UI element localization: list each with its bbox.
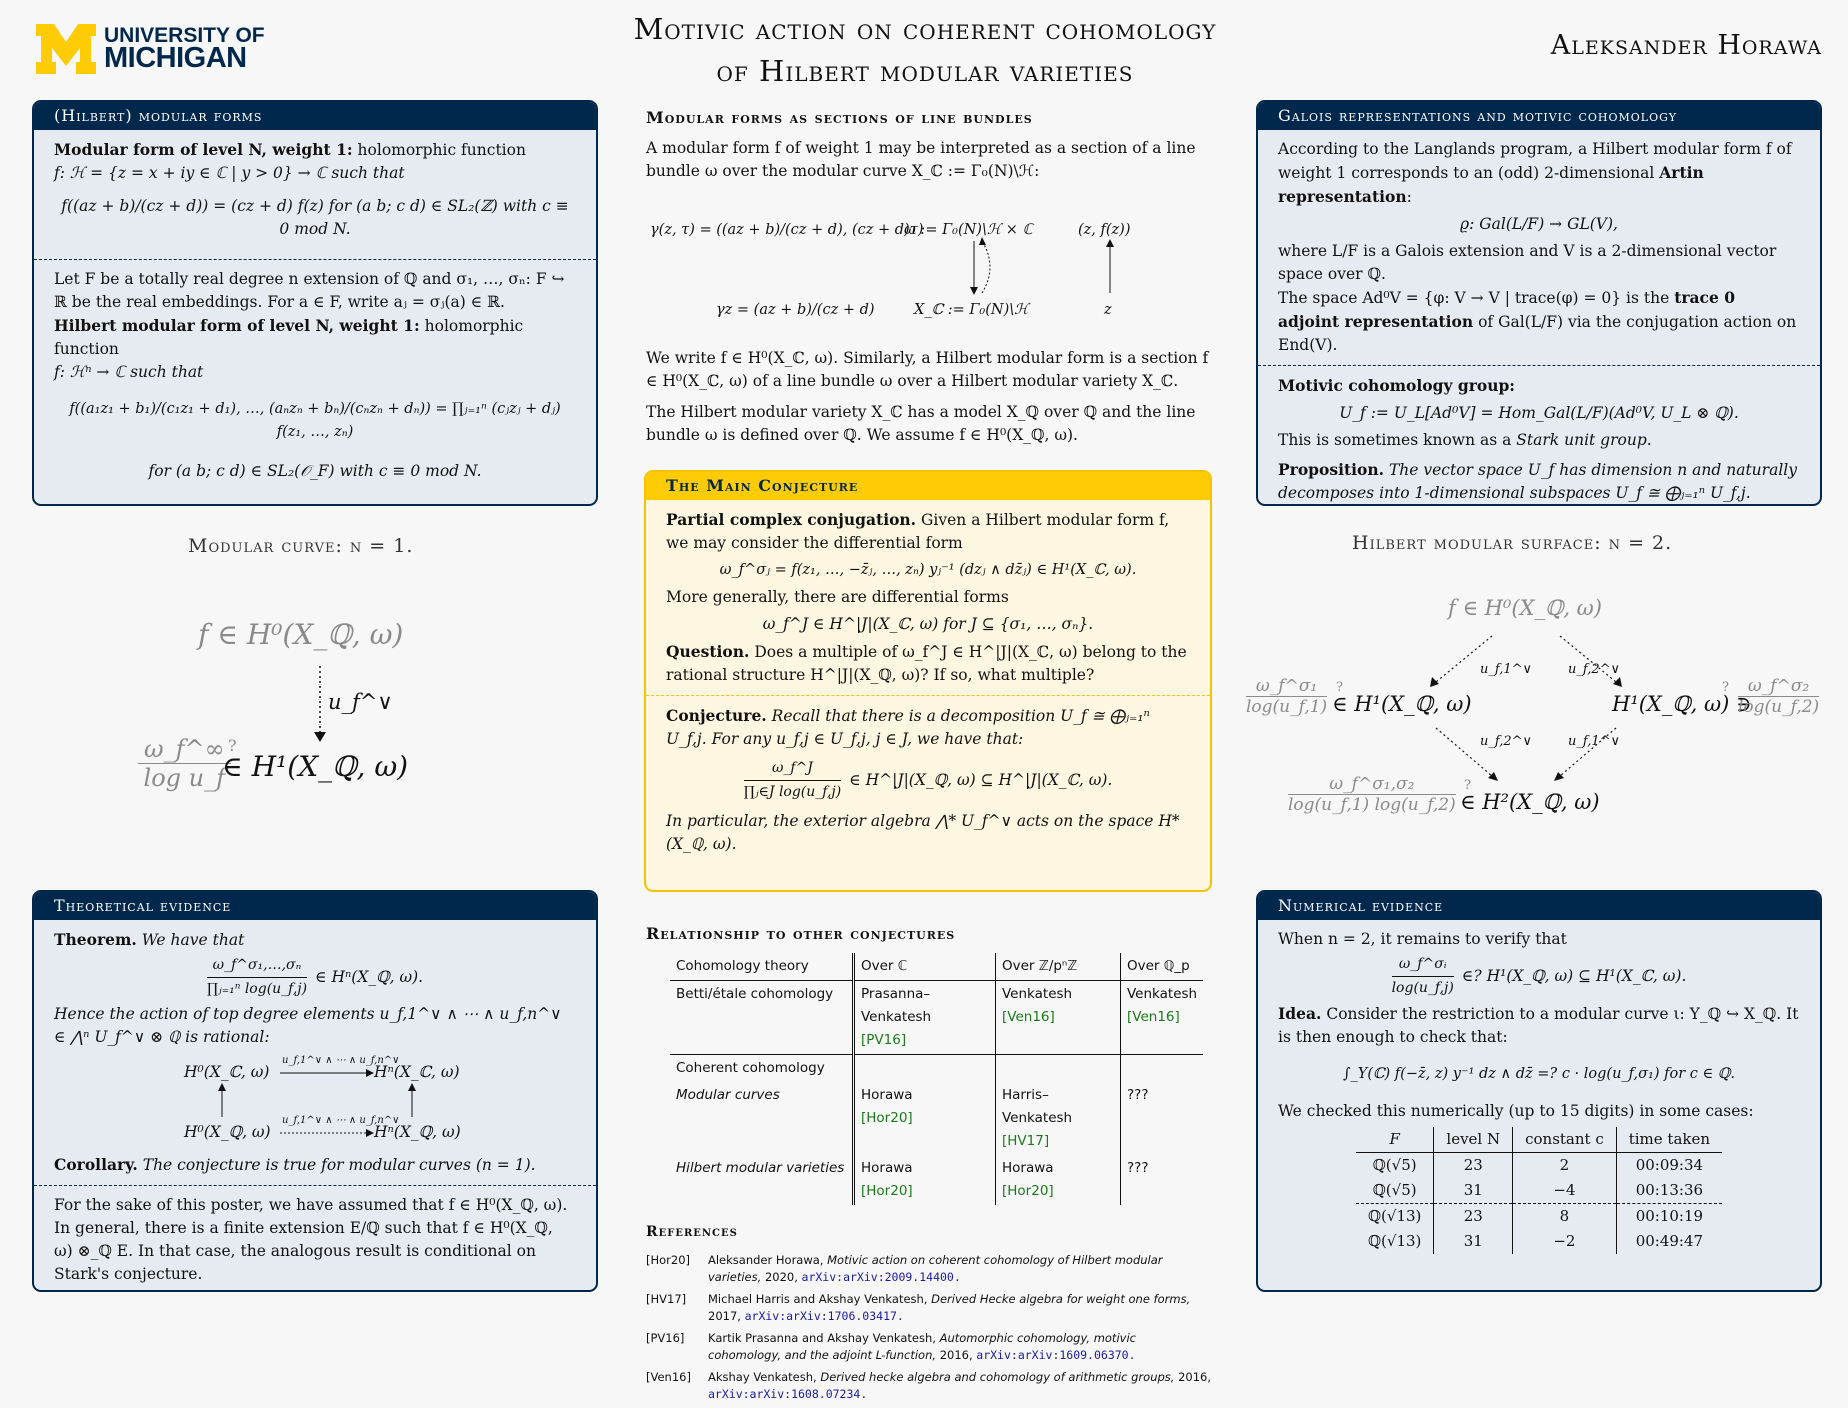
ref-tag: [PV16] xyxy=(646,1331,685,1345)
thm-eq-rest: ∈ Hⁿ(X_ℚ, ω). xyxy=(315,968,424,986)
section-heading: Modular forms as sections of line bundles xyxy=(646,108,1033,127)
hs-right-frac xyxy=(1738,676,1819,717)
cell: Hilbert modular varieties xyxy=(676,1160,845,1176)
cell: ℚ(√5) xyxy=(1356,1178,1434,1204)
cell: ℚ(√13) xyxy=(1367,1232,1422,1250)
university-logo xyxy=(36,22,276,74)
hence-text: Hence the action of top degree elements u_f,1^∨ ∧ ⋯ ∧ u_f,n^∨ ∈ ⋀ⁿ U_f^∨ ⊗ ℚ is rational: xyxy=(54,1005,562,1046)
motivic-label: Motivic cohomology group: xyxy=(1278,376,1516,395)
definition-line: f: ℋ = {z = x + iy ∈ ℂ | y > 0} → ℂ such that xyxy=(54,164,405,182)
mc-fraction xyxy=(138,735,231,792)
ref-title: Motivic action on coherent cohomology of Hilbert modular varieties, xyxy=(708,1253,1163,1284)
cell: ??? xyxy=(1121,1155,1204,1205)
hs-bot-num: ω_f^σ₁,σ₂ xyxy=(1288,774,1456,795)
hs-left-num: ω_f^σ₁ xyxy=(1246,676,1327,697)
hilbert-modularity-condition: for (a b; c d) ∈ SL₂(𝒪_F) with c ≡ 0 mod N. xyxy=(148,462,482,480)
numerical-p2: We checked this numerically (up to 15 digits) in some cases: xyxy=(1278,1102,1754,1120)
hs-left-den: log(u_f,1) xyxy=(1246,697,1328,717)
section-heading: The Main Conjecture xyxy=(646,472,1210,500)
galois-p2: where L/F is a Galois extension and V is a 2-dimensional vector space over ℚ. xyxy=(1278,242,1777,283)
th-over-zp: Over ℤ/pⁿℤ xyxy=(996,953,1121,981)
citation-link[interactable]: [PV16] xyxy=(861,1032,907,1048)
ref-tag: [HV17] xyxy=(646,1292,687,1306)
hs-label-bl: u_f,2^∨ xyxy=(1480,734,1533,749)
section-heading: Theoretical evidence xyxy=(34,892,596,920)
ref-title: Derived Hecke algebra for weight one forms, xyxy=(931,1292,1191,1306)
hs-right: H¹(X_ℚ, ω) ∋ xyxy=(1612,692,1752,716)
arxiv-link[interactable]: arXiv:arXiv:1608.07234. xyxy=(708,1387,868,1401)
conj-eq-rest: ∈ H^|J|(X_ℚ, ω) ⊆ H^|J|(X_ℂ, ω). xyxy=(849,771,1113,789)
hs-right-den: log(u_f,2) xyxy=(1738,697,1820,717)
mc-frac-num: ω_f^∞ xyxy=(138,735,231,764)
gamma-action-bundle: γ(z, τ) = ((az + b)/(cz + d), (cz + d)τ) xyxy=(650,222,924,238)
commutative-diagram xyxy=(54,1053,576,1149)
num-eq-rest: ∈? H¹(X_ℚ, ω) ⊆ H¹(X_ℂ, ω). xyxy=(1461,967,1687,985)
hs-bottom: ∈ H²(X_ℚ, ω) xyxy=(1460,790,1600,814)
definition-label: Hilbert modular form of level N, weight 1: xyxy=(54,316,420,335)
table-row xyxy=(1356,1178,1722,1204)
hs-bot-den: log(u_f,1) log(u_f,2) xyxy=(1288,795,1456,815)
logo-line2: MICHIGAN xyxy=(104,42,247,74)
assumption-paragraph: For the sake of this poster, we have assumed that f ∈ H⁰(X_ℚ, ω). In general, there is a finite extension E/ℚ such that f ∈ H⁰(X_ℚ, ω) ⊗_ℚ E. In that case, the analogous result is conditional on Stark's conjecture. xyxy=(54,1196,568,1283)
galois-box xyxy=(1256,100,1822,506)
th-over-c: Over ℂ xyxy=(854,953,996,981)
question-label: Question. xyxy=(666,642,750,661)
cd-bottom-right: Hⁿ(X_ℚ, ω) xyxy=(374,1123,461,1141)
definition-text: holomorphic function xyxy=(357,141,526,159)
motivic-eq: U_f := U_L[Ad⁰V] = Hom_Gal(L/F)(Ad⁰V, U_L ⊗ ℚ). xyxy=(1339,404,1739,422)
modularity-equation: f((az + b)/(cz + d)) = (cz + d) f(z) for (a b; c d) ∈ SL₂(ℤ) with c ≡ 0 mod N. xyxy=(61,197,569,238)
artin-rep-term: Artin representation xyxy=(1278,163,1704,206)
hs-label-tl: u_f,1^∨ xyxy=(1480,662,1533,677)
cell: ℚ(√5) xyxy=(1372,1156,1417,1174)
pcc-text: Given a Hilbert modular form f, we may consider the differential form xyxy=(666,511,1170,552)
author: Aleksander Horawa xyxy=(1550,30,1822,61)
cell: Prasanna–Venkatesh xyxy=(861,986,932,1025)
ref-title: Derived hecke algebra and cohomology of arithmetic groups, xyxy=(820,1370,1175,1384)
galois-rep-eq: ϱ: Gal(L/F) → GL(V), xyxy=(1460,215,1618,233)
cell: −2 xyxy=(1513,1229,1617,1254)
cell: Horawa xyxy=(861,1160,913,1176)
ref-authors: Michael Harris and Akshay Venkatesh, xyxy=(708,1292,928,1306)
corollary-text: The conjecture is true for modular curves (n = 1). xyxy=(142,1156,536,1174)
hs-label-tr: u_f,2^∨ xyxy=(1568,662,1621,677)
hs-label-br: u_f,1^∨ xyxy=(1568,734,1621,749)
mc-arrow xyxy=(310,666,330,746)
cell: Coherent cohomology xyxy=(670,1055,854,1083)
punct: . xyxy=(1646,431,1652,449)
logo-line1: UNIVERSITY OF xyxy=(104,24,265,47)
conj-frac-den: ∏ⱼ∈J log(u_f,j) xyxy=(743,784,842,800)
arxiv-link[interactable]: arXiv:arXiv:1609.06370. xyxy=(976,1348,1136,1362)
section-heading: Relationship to other conjectures xyxy=(646,924,956,943)
num-frac-num: ω_f^σᵢ xyxy=(1392,953,1454,977)
proposition-text: The vector space U_f has dimension n and naturally decomposes into 1-dimensional subspaces U_f ≅ ⨁ⱼ₌₁ⁿ U_f,j. xyxy=(1278,461,1797,502)
differential-forms-eq: ω_f^J ∈ H^|J|(X_ℂ, ω) for J ⊆ {σ₁, …, σₙ}. xyxy=(762,615,1094,633)
cd-bottom-left: H⁰(X_ℚ, ω) xyxy=(184,1123,271,1141)
reference-item xyxy=(646,1330,1212,1364)
citation-link[interactable]: [Hor20] xyxy=(1002,1183,1054,1199)
conj-frac-num: ω_f^J xyxy=(744,757,842,781)
block-m-logo-icon xyxy=(36,24,96,74)
hilbert-forms-box xyxy=(32,100,598,506)
relationship-table xyxy=(670,953,1203,1205)
theorem-text: We have that xyxy=(141,931,245,949)
stark-term: Stark unit group xyxy=(1516,431,1647,449)
cell: 2 xyxy=(1513,1153,1617,1179)
hs-left-q: ? xyxy=(1336,680,1343,695)
arxiv-link[interactable]: arXiv:arXiv:2009.14400. xyxy=(801,1270,961,1284)
reference-item xyxy=(646,1369,1212,1403)
modular-curve-heading: Modular curve: n = 1. xyxy=(188,535,414,557)
ref-authors: Akshay Venkatesh, xyxy=(708,1370,817,1384)
ref-year: 2017, xyxy=(708,1309,741,1323)
cd-bottom-label: u_f,1^∨ ∧ ⋯ ∧ u_f,n^∨ xyxy=(282,1115,400,1126)
mc-top: f ∈ H⁰(X_ℚ, ω) xyxy=(198,618,404,651)
th-over-qp: Over ℚ_p xyxy=(1121,953,1204,981)
ref-year: 2016, xyxy=(1178,1370,1212,1384)
xc-def: X_ℂ := Γ₀(N)\ℋ xyxy=(914,302,1029,318)
poster-title xyxy=(440,8,1410,92)
section-heading: Numerical evidence xyxy=(1258,892,1820,920)
thm-frac-den: ∏ⱼ₌₁ⁿ log(u_f,j) xyxy=(206,981,308,997)
cell: Horawa xyxy=(861,1087,913,1103)
punct: : xyxy=(1406,188,1412,206)
stark-text: This is sometimes known as a xyxy=(1278,431,1512,449)
th-field: F xyxy=(1356,1127,1434,1153)
theoretical-evidence-box xyxy=(32,890,598,1292)
mc-frac-den: log u_f xyxy=(143,764,226,792)
citation-link[interactable]: [Ven16] xyxy=(1002,1009,1055,1025)
cell: Horawa xyxy=(1002,1160,1054,1176)
cell: 31 xyxy=(1434,1229,1513,1254)
title-line2: of Hilbert modular varieties xyxy=(716,54,1134,88)
citation-link[interactable]: [Ven16] xyxy=(1127,1009,1180,1025)
cell: 00:49:47 xyxy=(1616,1229,1722,1254)
reference-item xyxy=(646,1252,1212,1286)
definition-line: f: ℋⁿ → ℂ such that xyxy=(54,363,204,381)
th-theory: Cohomology theory xyxy=(670,953,854,981)
galois-p3: The space Ad⁰V = {φ: V → V | trace(φ) = 0} is the xyxy=(1278,289,1670,307)
field-paragraph: Let F be a totally real degree n extension of ℚ and σ₁, …, σₙ: F ↪ ℝ be the real embeddings. For a ∈ F, write aⱼ = σⱼ(a) ∈ ℝ. xyxy=(54,270,565,311)
line-bundle-diagram xyxy=(646,189,1212,339)
ref-tag: [Ven16] xyxy=(646,1370,691,1384)
cell: Betti/étale cohomology xyxy=(676,986,834,1002)
base-point: z xyxy=(1104,302,1112,318)
bundle-arrows xyxy=(646,189,1212,339)
question-text: Does a multiple of ω_f^J ∈ H^|J|(X_ℂ, ω) belong to the rational structure H^|J|(X_ℚ, ω)? If so, what multiple? xyxy=(666,643,1187,684)
idea-label: Idea. xyxy=(1278,1004,1322,1023)
cell: −4 xyxy=(1513,1178,1617,1204)
numerical-evidence-box xyxy=(1256,890,1822,1292)
gamma-action-base: γz = (az + b)/(cz + d) xyxy=(716,302,875,318)
th-level: level N xyxy=(1434,1127,1513,1153)
pcc-equation: ω_f^σⱼ = f(z₁, …, −z̄ⱼ, …, zₙ) yⱼ⁻¹ (dzⱼ ∧ dz̄ⱼ) ∈ H¹(X_ℂ, ω). xyxy=(719,562,1137,578)
numerical-table xyxy=(1356,1127,1722,1254)
hs-arrows xyxy=(1380,630,1680,790)
cell: Venkatesh xyxy=(1002,986,1073,1002)
cell: ??? xyxy=(1121,1082,1204,1155)
hilbert-surface-heading: Hilbert modular surface: n = 2. xyxy=(1352,532,1673,554)
numerical-intro: When n = 2, it remains to verify that xyxy=(1278,930,1567,948)
cd-top-left: H⁰(X_ℂ, ω) xyxy=(184,1063,270,1081)
arxiv-link[interactable]: arXiv:arXiv:1706.03417. xyxy=(744,1309,904,1323)
pcc-label: Partial complex conjugation. xyxy=(666,510,917,529)
cell: ℚ(√13) xyxy=(1367,1207,1422,1225)
cell: 00:13:36 xyxy=(1616,1178,1722,1204)
ref-authors: Aleksander Horawa, xyxy=(708,1253,824,1267)
hilbert-modularity-equation: f((a₁z₁ + b₁)/(c₁z₁ + d₁), …, (aₙzₙ + bₙ)/(cₙzₙ + dₙ)) = ∏ⱼ₌₁ⁿ (cⱼzⱼ + dⱼ) f(z₁, …, zₙ) xyxy=(69,401,561,440)
line-bundles-section xyxy=(646,106,1212,447)
galois-p3c: of Gal(L/F) via the conjugation action on End(V). xyxy=(1278,313,1797,354)
num-frac-den: log(u_f,j) xyxy=(1391,980,1454,996)
reference-item xyxy=(646,1291,1212,1325)
omega-def: ω := Γ₀(N)\ℋ × ℂ xyxy=(904,222,1033,238)
conjecture-label: Conjecture. xyxy=(666,706,767,725)
main-conjecture-box xyxy=(644,470,1212,892)
conjecture-text: Recall that there is a decomposition U_f ≅ ⨁ⱼ₌₁ⁿ U_f,j. For any u_f,j ∈ U_f,j, j ∈ J, we have that: xyxy=(666,707,1150,748)
title-line1: Motivic action on coherent cohomology xyxy=(633,12,1217,46)
section-heading: Galois representations and motivic cohomology xyxy=(1258,102,1820,130)
cell: Harris–Venkatesh xyxy=(1002,1087,1073,1126)
citation-link[interactable]: [HV17] xyxy=(1002,1133,1050,1149)
section-point: (z, f(z)) xyxy=(1078,222,1131,238)
mc-bottom: ∈ H¹(X_ℚ, ω) xyxy=(222,750,409,783)
adjoint-rep-term: trace 0 adjoint representation xyxy=(1278,288,1736,331)
th-time: time taken xyxy=(1616,1127,1722,1153)
mc-arrow-label: u_f^∨ xyxy=(328,690,393,714)
cell: 8 xyxy=(1513,1204,1617,1230)
cell: 31 xyxy=(1434,1178,1513,1204)
cd-top-right: Hⁿ(X_ℂ, ω) xyxy=(374,1063,460,1081)
line-bundles-p3: The Hilbert modular variety X_ℂ has a model X_ℚ over ℚ and the line bundle ω is defined over ℚ. We assume f ∈ H⁰(X_ℚ, ω). xyxy=(646,403,1196,444)
line-bundles-intro: A modular form f of weight 1 may be interpreted as a section of a line bundle ω over the modular curve X_ℂ := Γ₀(N)\ℋ: xyxy=(646,139,1196,180)
references-heading: References xyxy=(646,1224,738,1240)
proposition-label: Proposition. xyxy=(1278,460,1385,479)
cell: 23 xyxy=(1434,1153,1513,1179)
cell: 23 xyxy=(1434,1204,1513,1230)
ref-tag: [Hor20] xyxy=(646,1253,691,1267)
ref-year: 2016, xyxy=(939,1348,973,1362)
cell: 00:09:34 xyxy=(1616,1153,1722,1179)
cd-top-label: u_f,1^∨ ∧ ⋯ ∧ u_f,n^∨ xyxy=(282,1055,400,1066)
hs-top xyxy=(1448,596,1602,620)
citation-link[interactable]: [Hor20] xyxy=(861,1110,913,1126)
hs-right-num: ω_f^σ₂ xyxy=(1738,676,1819,697)
definition-label: Modular form of level N, weight 1: xyxy=(54,140,353,159)
hs-bot-q: ? xyxy=(1464,778,1471,793)
references-list xyxy=(646,1252,1212,1403)
table-row xyxy=(1356,1229,1722,1254)
citation-link[interactable]: [Hor20] xyxy=(861,1183,913,1199)
definition-text: holomorphic function xyxy=(54,317,524,358)
ref-title: Automorphic cohomology, motivic cohomology, and the adjoint L-function, xyxy=(708,1331,1136,1362)
relationship-section xyxy=(646,922,1212,1408)
ref-authors: Kartik Prasanna and Akshay Venkatesh, xyxy=(708,1331,936,1345)
table-row xyxy=(1356,1204,1722,1230)
cd-arrows xyxy=(54,1053,574,1149)
theorem-label: Theorem. xyxy=(54,930,137,949)
more-generally-text: More generally, there are differential forms xyxy=(666,588,1009,606)
idea-text: Consider the restriction to a modular curve ι: Y_ℚ ↪ X_ℚ. It is then enough to check that: xyxy=(1278,1005,1799,1046)
cell: Modular curves xyxy=(676,1087,780,1103)
section-heading: (Hilbert) modular forms xyxy=(34,102,596,130)
exterior-algebra-text: In particular, the exterior algebra ⋀* U_f^∨ acts on the space H*(X_ℚ, ω). xyxy=(666,812,1180,853)
hs-right-q: ? xyxy=(1722,680,1729,695)
integral-eq: ∫_Y(ℂ) f(−z̄, z) y⁻¹ dz ∧ dz̄ =? c · log(u_f,σ₁) for c ∈ ℚ. xyxy=(1342,1066,1736,1082)
cell: Venkatesh xyxy=(1127,986,1198,1002)
thm-frac-num: ω_f^σ₁,…,σₙ xyxy=(207,954,307,978)
line-bundles-p2: We write f ∈ H⁰(X_ℂ, ω). Similarly, a Hilbert modular form is a section f ∈ H⁰(X_ℂ, ω) of a line bundle ω over a Hilbert modular variety X_ℂ. xyxy=(646,349,1209,390)
ref-year: 2020, xyxy=(764,1270,798,1284)
galois-p1: According to the Langlands program, a Hilbert modular form f of weight 1 corresponds to an (odd) 2-dimensional xyxy=(1278,140,1792,182)
cell: 00:10:19 xyxy=(1616,1204,1722,1230)
table-row xyxy=(1356,1153,1722,1179)
hs-left-frac xyxy=(1246,676,1327,717)
corollary-label: Corollary. xyxy=(54,1155,138,1174)
th-constant: constant c xyxy=(1513,1127,1617,1153)
mc-question: ? xyxy=(228,736,237,755)
hs-left: ∈ H¹(X_ℚ, ω) xyxy=(1332,692,1472,716)
hs-top-text: f ∈ H⁰(X_ℚ, ω) xyxy=(1448,596,1603,620)
